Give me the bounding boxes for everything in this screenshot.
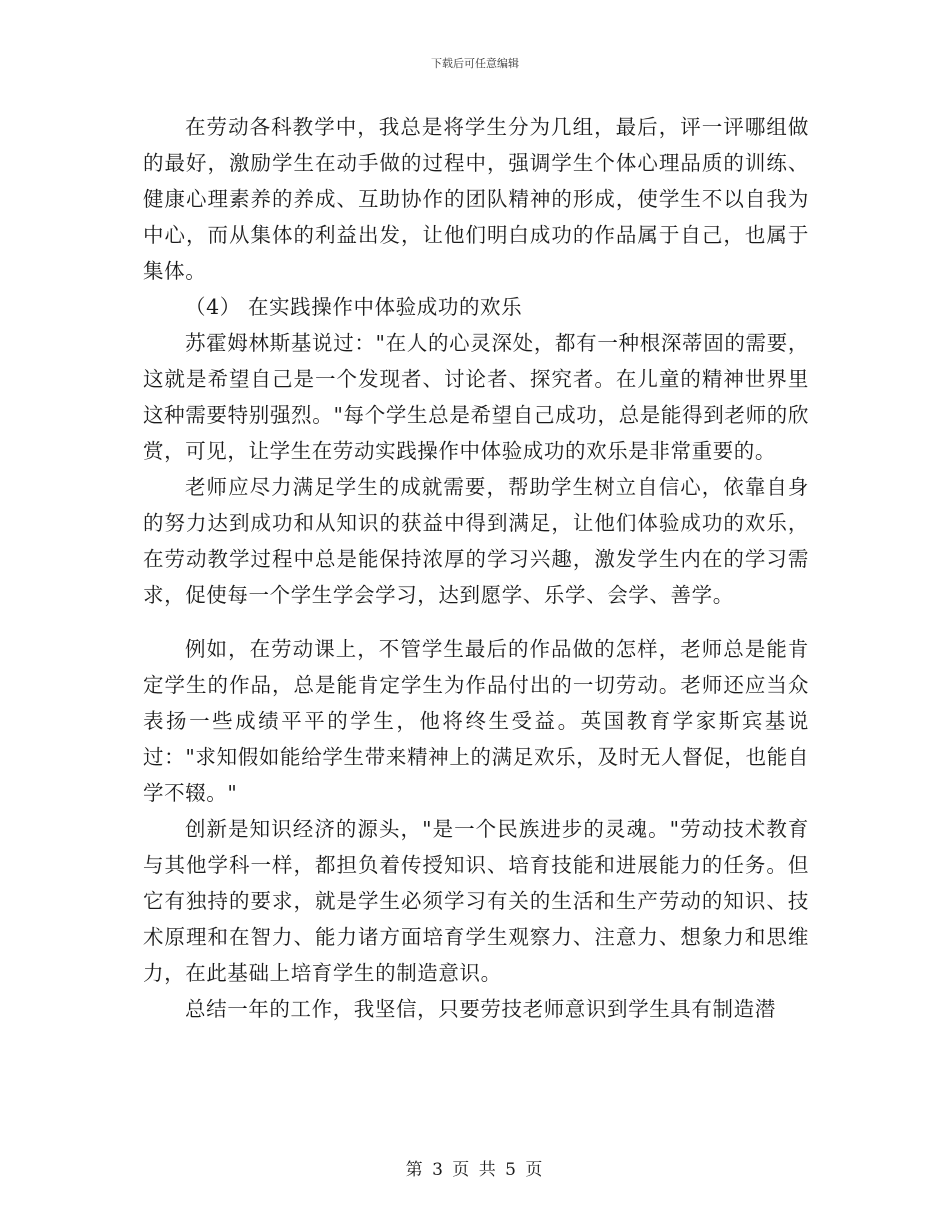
section-heading-success-joy: （4） 在实践操作中体验成功的欢乐 <box>185 295 523 319</box>
paragraph-sukhomlinsky-quote: 苏霍姆林斯基说过："在人的心灵深处，都有一种根深蒂固的需要，这就是希望自己是一个发现者、讨论者、探究者。在儿童的精神世界里这种需要特别强烈。"每个学生总是希望自己成功，总是能得到老师的欣赏，可见，让学生在劳动实践操作中体验成功的欢乐是非常重要的。 <box>143 331 809 463</box>
paragraph-innovation: 创新是知识经济的源头，"是一个民族进步的灵魂。"劳动技术教育与其他学科一样，都担负着传授知识、培育技能和进展能力的任务。但它有独持的要求，就是学生必须学习有关的生活和生产劳动的知识、技术原理和在智力、能力诸方面培育学生观察力、注意力、想象力和思维力，在此基础上培育学生的制造意识。 <box>143 817 809 985</box>
paragraph-example-praise: 例如，在劳动课上，不管学生最后的作品做的怎样，老师总是能肯定学生的作品，总是能肯定学生为作品付出的一切劳动。老师还应当众表扬一些成绩平平的学生，他将终生受益。英国教育学家斯宾基说过："求知假如能给学生带来精神上的满足欢乐，及时无人督促，也能自学不辍。" <box>143 637 809 805</box>
page-header: 下载后可任意编辑 <box>431 57 519 70</box>
paragraph-year-summary: 总结一年的工作，我坚信，只要劳技老师意识到学生具有制造潜 <box>185 997 776 1021</box>
page-number: 第 3 页 共 5 页 <box>405 1160 545 1180</box>
document-body <box>143 109 809 1027</box>
paragraph-achievement-needs: 老师应尽力满足学生的成就需要，帮助学生树立自信心，依靠自身的努力达到成功和从知识的获益中得到满足，让他们体验成功的欢乐，在劳动教学过程中总是能保持浓厚的学习兴趣，激发学生内在的学习需求，促使每一个学生学会学习，达到愿学、乐学、会学、善学。 <box>143 475 809 607</box>
paragraph-group-work: 在劳动各科教学中，我总是将学生分为几组，最后，评一评哪组做的最好，激励学生在动手做的过程中，强调学生个体心理品质的训练、健康心理素养的养成、互助协作的团队精神的形成，使学生不以自我为中心，而从集体的利益出发，让他们明白成功的作品属于自己，也属于集体。 <box>143 115 809 283</box>
